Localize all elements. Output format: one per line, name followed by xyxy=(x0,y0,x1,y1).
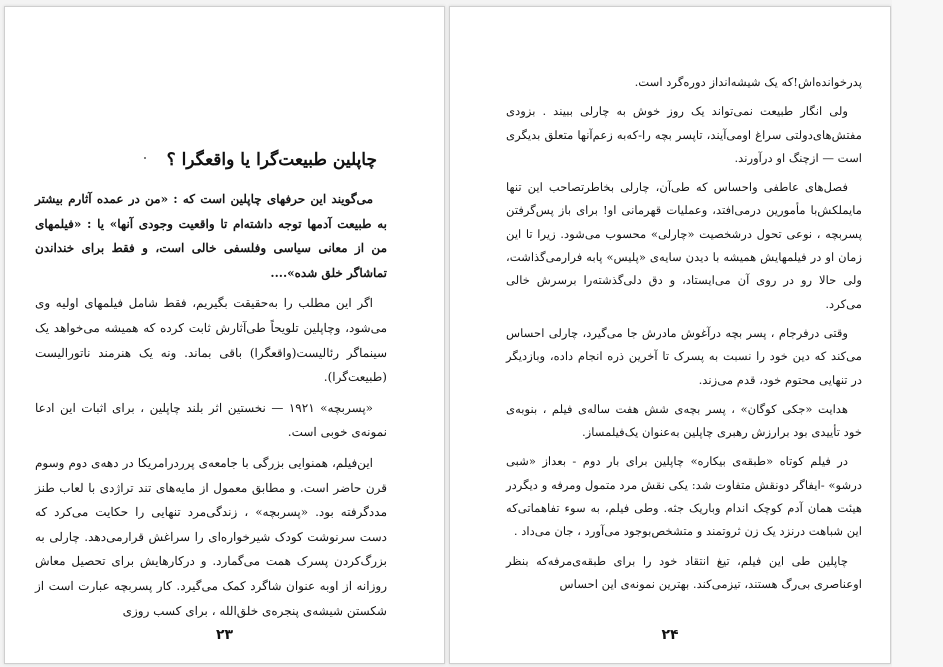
page-number: ۲۴ xyxy=(661,627,679,643)
chapter-heading: چاپلین طبیعت‌گرا یا واقعگرا ؟ xyxy=(166,150,377,170)
paragraph: می‌گویند این حرفهای چاپلین است که : «من در عمده آثارم بیشتر به طبیعت آدمها توجه داشته‌ام تا واقعیت وجودی آنها» یا : «فیلمهای من از معانی سیاسی وفلسفی خالی است، و فقط برای خنداندن تماشاگر خلق شده».... xyxy=(35,192,387,280)
paragraph: هدایت «جکی کوگان» ، پسر بچه‌ی شش هفت ساله‌ی فیلم ، بنوبه‌ی خود تأییدی بود برارزش رهبری چاپلین به‌عنوان یک‌فیلمساز. xyxy=(506,401,862,440)
paragraph: ولی انگار طبیعت نمی‌تواند یک روز خوش به چارلی ببیند . بزودی مفتش‌های‌دولتی سراغ اومی‌آیند، تاپسر بچه را-که‌به زعم‌آنها متعلق بدیگری است — ازچنگ او درآورند. xyxy=(506,104,862,165)
left-page xyxy=(4,6,445,664)
paragraph: پدرخوانده‌اش!که یک شیشه‌انداز دوره‌گرد است. xyxy=(634,75,862,89)
paragraph: در فیلم کوتاه «طبقه‌ی بیکاره» چاپلین برای بار دوم - بعداز «شبی درشو» -ایفاگر دونقش متفاوت شد: یکی نقش مرد متمول ومرفه و دیگردر هیئت همان آدم کوچک اندام وباریک جثه. وطی فیلم، به سوء تفاهماتی‌که این شباهت درنزد یک زن ثروتمند و متشخص‌بوجود می‌آورد ، جان می‌داد . xyxy=(506,454,862,539)
viewer-margin xyxy=(892,0,943,667)
paragraph: «پسربچه» ۱۹۲۱ — نخستین اثر بلند چاپلین ، برای اثبات این ادعا نمونه‌ی خوبی است. xyxy=(35,400,387,440)
left-page-text xyxy=(35,187,387,623)
paragraph: فصل‌های عاطفی واحساس که طی‌آن، چارلی بخاطرتصاحب این تنها مایملکش‌با مأمورین درمی‌افتد، وعملیات قهرمانی او! برای باز پس‌گرفتن پسربچه ، نوعی تحول درشخصیت «چارلی» محسوب می‌شود. زیرا تا این زمان او در فیلمهایش همیشه با دیدن سایه‌ی «پلیس» پابه فرارمی‌گذاشت، ولی حالا رو در روی آن می‌ایستاد، و دق دلی‌گذشته‌را برسرش خالی می‌کرد. xyxy=(506,180,862,311)
right-page xyxy=(449,6,891,664)
paragraph: وقتی درفرجام ، پسر بچه درآغوش مادرش جا می‌گیرد، چارلی احساس می‌کند که دین خود را نسبت به پسرک تا آخرین ذره انجام داده، وبازدیگر در تنهایی محتوم خود، قدم می‌زند. xyxy=(506,325,862,387)
right-page-text xyxy=(506,71,862,596)
paragraph: چاپلین طی این فیلم، تیغ انتقاد خود را برای طبقه‌ی‌مرفه‌که بنظر اوعناصری بی‌رگ هستند، تیزمی‌کند. بهترین نمونه‌ی این احساس xyxy=(506,553,862,591)
page-number: ۲۳ xyxy=(215,627,234,643)
paragraph: این‌فیلم، همنوایی بزرگی با جامعه‌ی پرردرامریکا در دهه‌ی دوم وسوم قرن حاضر است. و مطابق معمول از مایه‌های تند تراژدی با لعاب طنز مددگرفته بود. «پسربچه» ، زندگی‌مرد تنهایی را حکایت می‌کرد که دست سرنوشت کودک شیرخواره‌ای را سراغش قرارمی‌دهد. چارلی به بزرگ‌کردن پسرک همت می‌گمارد. و درکارهایش برای تحصیل معاش روزانه از اوبه عنوان شاگرد کمک می‌گیرد. کار پسربچه عبارت است از شکستن شیشه‌ی پنجره‌ی خلق‌الله ، برای کسب روزی xyxy=(35,455,387,618)
paragraph: اگر این مطلب را به‌حقیقت بگیریم، فقط شامل فیلمهای اولیه وی می‌شود، وچاپلین تلویحاً طی‌آثارش ثابت کرده که همیشه می‌خواهد یک سینماگر رئالیست(واقعگرا) باقی بماند. ونه یک هنرمند ناتورالیست (طبیعت‌گرا). xyxy=(35,296,387,385)
